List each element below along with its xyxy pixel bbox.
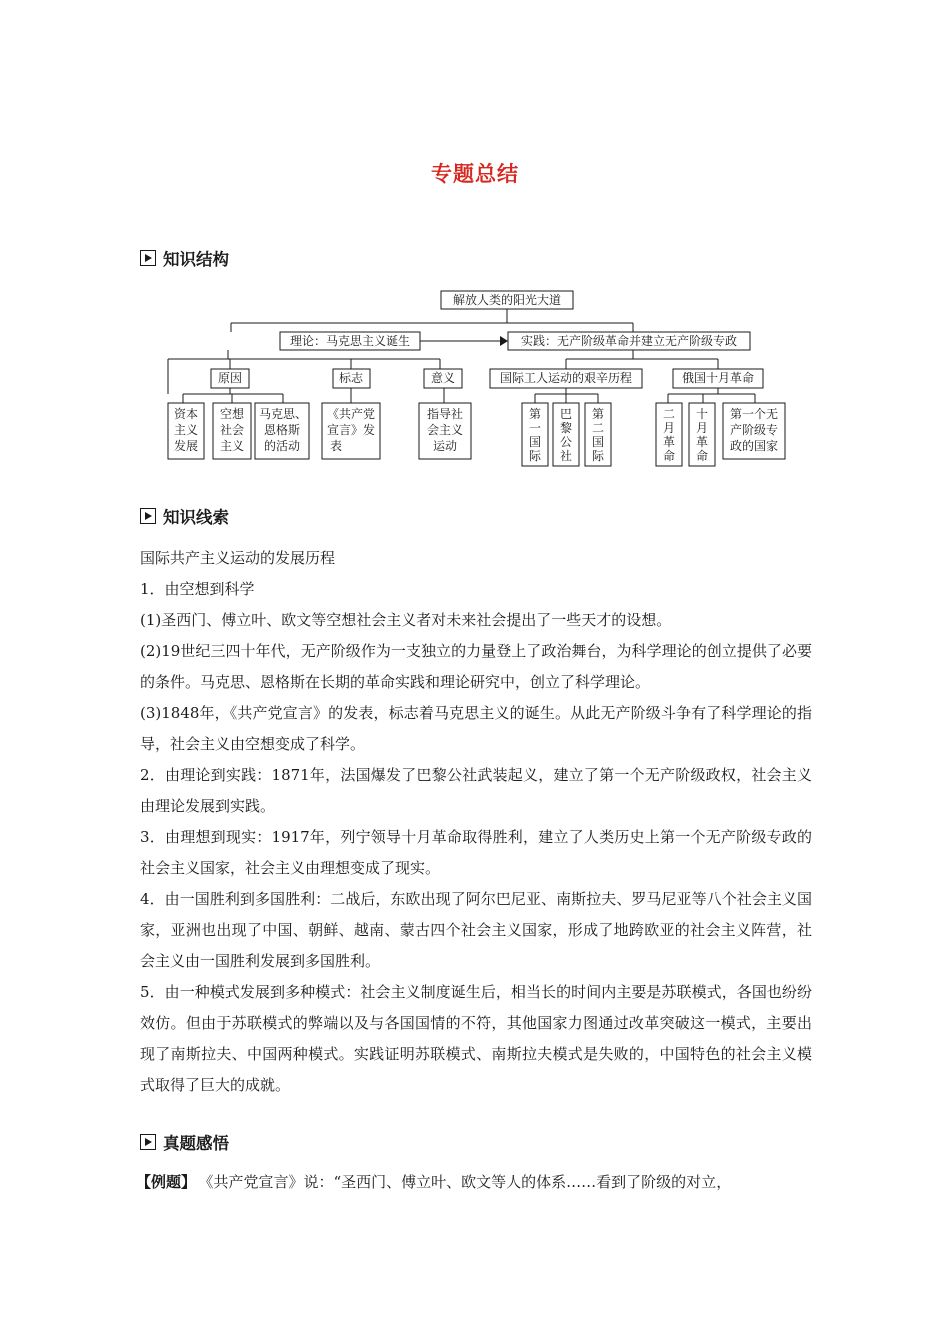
- leaf-oct-char: 革: [695, 435, 709, 449]
- leaf-feb-char: 命: [662, 449, 676, 463]
- leaf-capital-line: 资本: [173, 407, 199, 421]
- leaf-guide-line: 运动: [432, 439, 458, 453]
- node-sign: 标志: [338, 371, 364, 385]
- section-title: 知识线索: [163, 508, 229, 527]
- clues-paragraph: 3．由理想到现实：1917年，列宁领导十月革命取得胜利，建立了人类历史上第一个无产阶级专政的社会主义国家，社会主义由理想变成了现实。: [140, 828, 812, 877]
- leaf-guide-line: 指导社: [426, 407, 464, 421]
- page-title: 专题总结: [431, 162, 519, 186]
- leaf-guide-line: 会主义: [426, 423, 464, 437]
- node-russia: 俄国十月革命: [681, 371, 755, 385]
- leaf-manifesto-line: 《共产党: [326, 407, 376, 421]
- leaf-capital-line: 发展: [173, 439, 199, 453]
- clues-paragraph: (1)圣西门、傅立叶、欧文等空想社会主义者对未来社会提出了一些天才的设想。: [140, 611, 672, 629]
- clues-body: [140, 543, 812, 1101]
- leaf-manifesto-line: 宣言》发: [326, 423, 376, 437]
- leaf-feb-char: 二: [662, 407, 676, 421]
- section-title: 真题感悟: [163, 1134, 229, 1153]
- arrow-head-icon: [500, 336, 508, 346]
- node-intl: 国际工人运动的艰辛历程: [499, 371, 633, 385]
- leaf-first-intl-char: 国: [528, 435, 542, 449]
- leaf-marx-line: 的活动: [263, 439, 301, 453]
- play-triangle-icon: [140, 508, 156, 524]
- example-text: 《共产党宣言》说：“圣西门、傅立叶、欧文等人的体系……看到了阶级的对立，: [206, 1173, 732, 1191]
- leaf-oct-char: 月: [695, 421, 709, 435]
- leaf-first-state-line: 第一个无: [729, 407, 779, 421]
- section-title: 知识结构: [163, 250, 229, 269]
- node-root: 解放人类的阳光大道: [452, 293, 562, 307]
- leaf-first-intl-char: 一: [528, 421, 542, 435]
- node-cause: 原因: [217, 371, 243, 385]
- leaf-paris-char: 公: [559, 435, 573, 449]
- node-meaning: 意义: [430, 371, 456, 385]
- leaf-feb-char: 月: [662, 421, 676, 435]
- leaf-oct-char: 十: [695, 407, 709, 421]
- leaf-feb-char: 革: [662, 435, 676, 449]
- clues-paragraph: (3)1848年，《共产党宣言》的发表，标志着马克思主义的诞生。从此无产阶级斗争有了科学理论的指导，社会主义由空想变成了科学。: [140, 704, 812, 753]
- leaf-paris-char: 巴: [559, 407, 573, 421]
- leaf-utopia-line: 空想: [219, 407, 245, 421]
- leaf-paris-char: 黎: [559, 421, 573, 435]
- clues-paragraph: 2．由理论到实践：1871年，法国爆发了巴黎公社武装起义，建立了第一个无产阶级政权，社会主义由理论发展到实践。: [140, 766, 812, 815]
- leaf-marx-line: 马克思、: [258, 407, 308, 421]
- node-theory: 理论：马克思主义诞生: [289, 334, 411, 348]
- section-heading-clues: [140, 505, 229, 527]
- leaf-marx-line: 恩格斯: [263, 423, 301, 437]
- clues-paragraph: 4．由一国胜利到多国胜利：二战后，东欧出现了阿尔巴尼亚、南斯拉夫、罗马尼亚等八个社会主义国家，亚洲也出现了中国、朝鲜、越南、蒙古四个社会主义国家，形成了地跨欧亚的社会主义阵营，社会主义由一国胜利发展到多国胜利。: [140, 890, 812, 970]
- clues-paragraph: 1．由空想到科学: [140, 580, 255, 598]
- leaf-first-state-line: 产阶级专: [729, 423, 779, 437]
- exam-question: [136, 1167, 816, 1198]
- exam-body: [136, 1167, 816, 1198]
- leaf-capital-line: 主义: [173, 423, 199, 437]
- leaf-second-intl-char: 际: [591, 449, 605, 463]
- clues-paragraph: 5．由一种模式发展到多种模式：社会主义制度诞生后，相当长的时间内主要是苏联模式，各国也纷纷效仿。但由于苏联模式的弊端以及与各国国情的不符，其他国家力图通过改革突破这一模式，主要出现了南斯拉夫、中国两种模式。实践证明苏联模式、南斯拉夫模式是失败的，中国特色的社会主义模式取得了巨大的成就。: [140, 983, 812, 1094]
- leaf-first-intl-char: 第: [528, 407, 542, 421]
- clues-paragraph: (2)19世纪三四十年代，无产阶级作为一支独立的力量登上了政治舞台，为科学理论的创立提供了必要的条件。马克思、恩格斯在长期的革命实践和理论研究中，创立了科学理论。: [140, 642, 812, 691]
- example-tag: 【例题】: [136, 1173, 197, 1191]
- clues-heading: 国际共产主义运动的发展历程: [140, 549, 336, 567]
- leaf-utopia-line: 主义: [219, 439, 245, 453]
- play-triangle-icon: [140, 1134, 156, 1150]
- leaf-second-intl-char: 二: [591, 421, 605, 435]
- leaf-paris-char: 社: [559, 449, 573, 463]
- leaf-manifesto-line: 表: [329, 439, 343, 453]
- section-heading-exam: [140, 1131, 229, 1153]
- leaf-first-state-line: 政的国家: [729, 439, 779, 453]
- leaf-first-intl-char: 际: [528, 449, 542, 463]
- leaf-second-intl-char: 国: [591, 435, 605, 449]
- leaf-second-intl-char: 第: [591, 407, 605, 421]
- leaf-oct-char: 命: [695, 449, 709, 463]
- diagram-connectors: [168, 309, 755, 403]
- leaf-utopia-line: 社会: [219, 423, 245, 437]
- node-practice: 实践：无产阶级革命并建立无产阶级专政: [520, 334, 738, 348]
